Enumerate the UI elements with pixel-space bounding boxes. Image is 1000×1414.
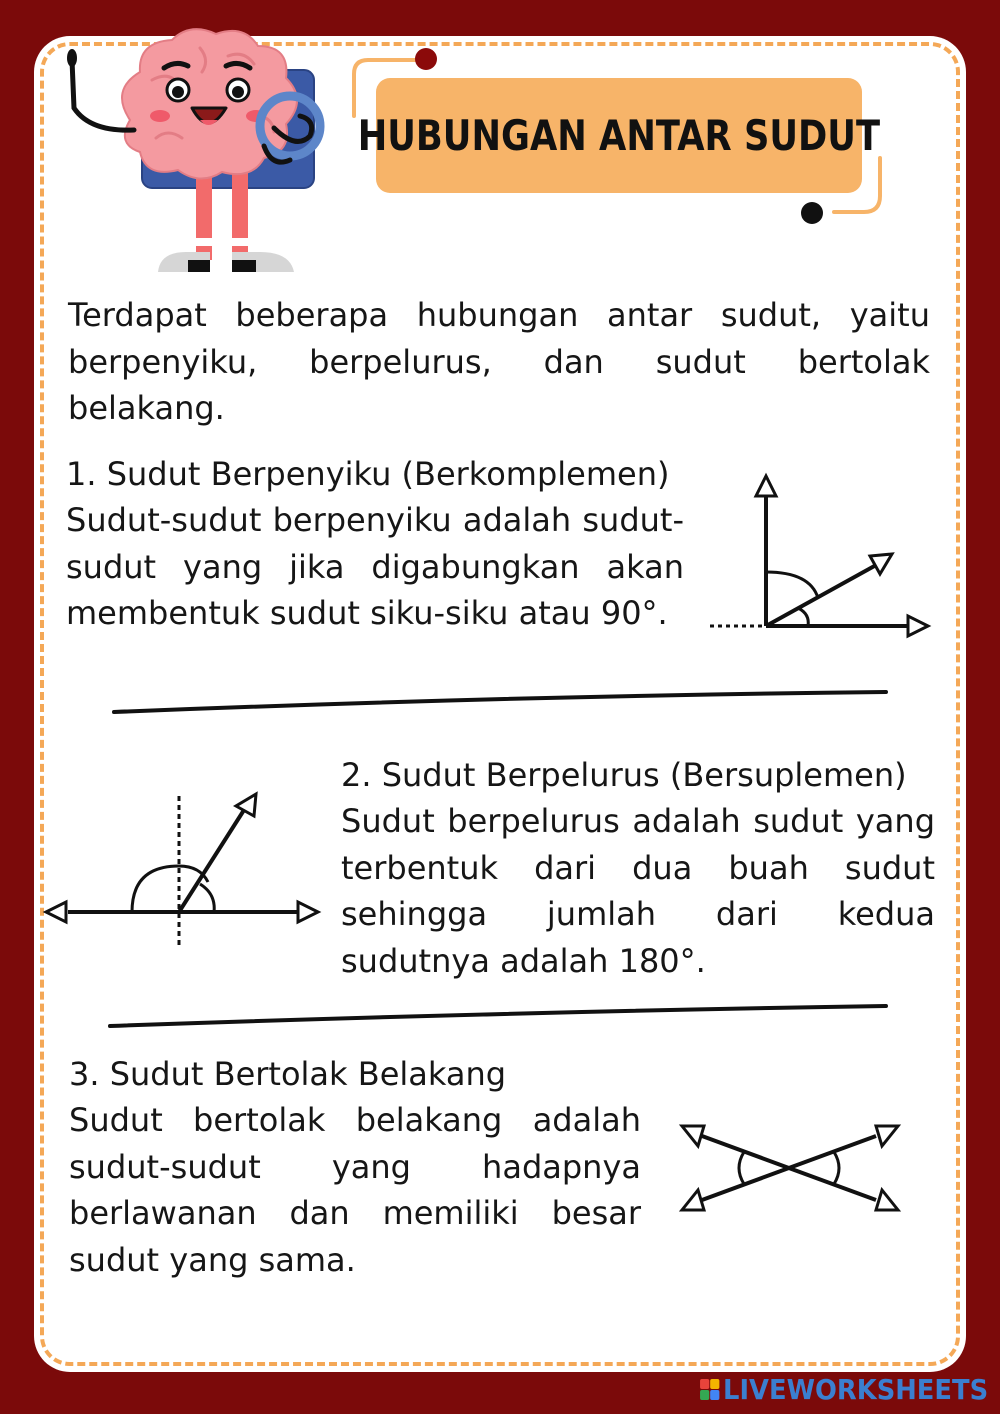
- section-2-heading: 2. Sudut Berpelurus (Bersuplemen): [341, 756, 907, 794]
- liveworksheets-watermark: [700, 1373, 988, 1406]
- section-1-heading: 1. Sudut Berpenyiku (Berkomplemen): [66, 455, 670, 493]
- title-banner: [357, 78, 881, 193]
- complementary-angle-diagram: [700, 466, 940, 646]
- divider-1: [110, 686, 890, 718]
- watermark-text: LIVEWORKSHEETS: [722, 1373, 988, 1406]
- vertical-angle-diagram: [672, 1112, 908, 1224]
- section-2-body: Sudut berpelurus adalah sudut yang terbentuk dari dua buah sudut sehingga jumlah dari kedua sudutnya adalah 180°.: [341, 802, 935, 980]
- section-3-body: Sudut bertolak belakang adalah sudut-sudut yang hadapnya berlawanan dan memiliki besar sudut yang sama.: [69, 1101, 641, 1279]
- brain-mascot-icon: [60, 20, 330, 280]
- divider-2: [106, 998, 890, 1032]
- liveworksheets-logo-icon: [700, 1379, 719, 1400]
- page-title: HUBUNGAN ANTAR SUDUT: [357, 111, 881, 160]
- section-1-body: Sudut-sudut berpenyiku adalah sudut-sudut yang jika digabungkan akan membentuk sudut siku-siku atau 90°.: [66, 501, 684, 632]
- section-3-heading: 3. Sudut Bertolak Belakang: [69, 1055, 507, 1093]
- intro-paragraph: Terdapat beberapa hubungan antar sudut, yaitu berpenyiku, berpelurus, dan sudut bertolak belakang.: [68, 296, 930, 427]
- supplementary-angle-diagram: [40, 786, 326, 952]
